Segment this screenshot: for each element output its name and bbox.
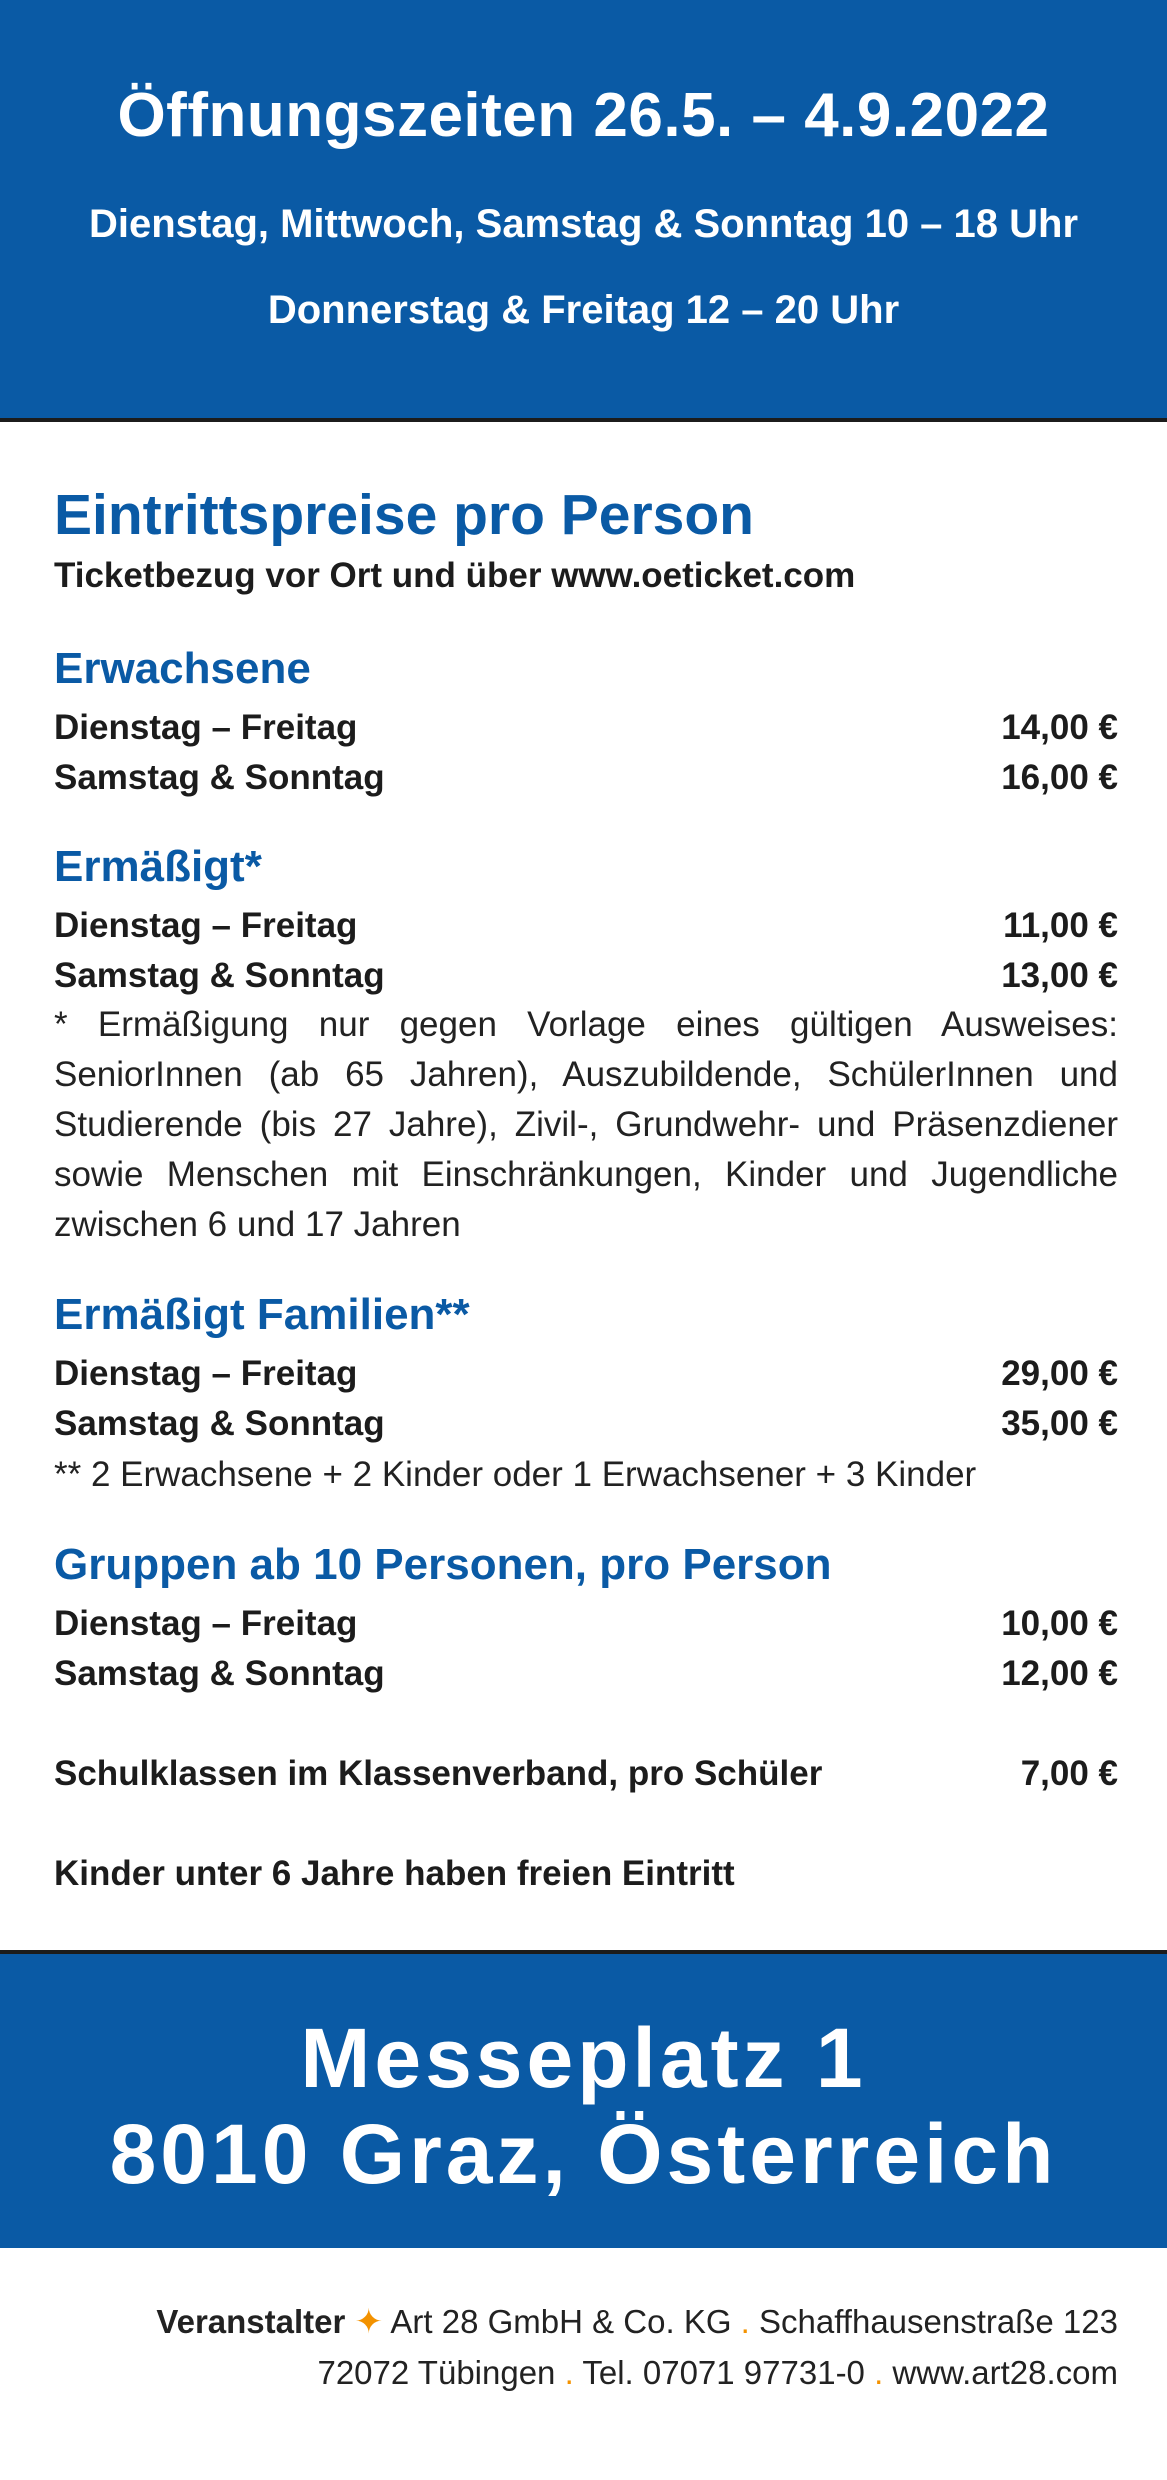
price-value: 35,00 € (1001, 1404, 1118, 1443)
families-footnote: ** 2 Erwachsene + 2 Kinder oder 1 Erwachsener + 3 Kinder (54, 1455, 977, 1494)
price-value: 29,00 € (1001, 1354, 1118, 1393)
opening-hours-banner (0, 0, 1167, 418)
opening-hours-line-weekend: Dienstag, Mittwoch, Samstag & Sonntag 10 – 18 Uhr (88, 202, 1079, 246)
separator: . (874, 2354, 884, 2391)
postal-city: 72072 Tübingen (317, 2354, 556, 2391)
price-value: 11,00 € (1003, 906, 1118, 945)
star-icon: ✦ (354, 2303, 384, 2341)
price-row (54, 1604, 1118, 1650)
price-value: 10,00 € (1001, 1604, 1118, 1643)
footer-line-1 (156, 2302, 1118, 2342)
opening-hours-line-thu-fri: Donnerstag & Freitag 12 – 20 Uhr (267, 288, 900, 332)
price-label: Dienstag – Freitag (54, 708, 358, 747)
price-row (54, 956, 1118, 1002)
separator: . (740, 2303, 750, 2340)
price-value: 16,00 € (1001, 758, 1118, 797)
divider-top (0, 418, 1167, 422)
company-name: Art 28 GmbH & Co. KG (390, 2303, 732, 2340)
free-entry-note: Kinder unter 6 Jahre haben freien Eintritt (54, 1854, 735, 1893)
families-heading: Ermäßigt Familien** (54, 1290, 470, 1339)
school-row (54, 1754, 1118, 1800)
reduced-heading: Ermäßigt* (54, 842, 262, 891)
website-link[interactable]: www.art28.com (892, 2354, 1118, 2391)
price-row (54, 1354, 1118, 1400)
price-label: Samstag & Sonntag (54, 956, 385, 995)
address-banner (0, 1954, 1167, 2248)
price-label: Samstag & Sonntag (54, 1404, 385, 1443)
price-row (54, 708, 1118, 754)
price-label: Samstag & Sonntag (54, 1654, 385, 1693)
price-value: 12,00 € (1001, 1654, 1118, 1693)
price-value: 14,00 € (1001, 708, 1118, 747)
price-value: 7,00 € (1020, 1754, 1118, 1793)
price-label: Dienstag – Freitag (54, 1354, 358, 1393)
price-label: Samstag & Sonntag (54, 758, 385, 797)
adults-heading: Erwachsene (54, 644, 311, 693)
address-city: 8010 Graz, Österreich (109, 2107, 1058, 2201)
footer-line-2 (317, 2354, 1118, 2392)
price-row (54, 1654, 1118, 1700)
separator: . (564, 2354, 574, 2391)
price-label: Dienstag – Freitag (54, 1604, 358, 1643)
price-row (54, 758, 1118, 804)
opening-hours-title: Öffnungszeiten 26.5. – 4.9.2022 (117, 81, 1050, 150)
address-street: Messeplatz 1 (300, 2011, 867, 2105)
ticket-info: Ticketbezug vor Ort und über www.oeticket.com (54, 556, 856, 595)
price-row (54, 906, 1118, 952)
groups-heading: Gruppen ab 10 Personen, pro Person (54, 1540, 832, 1589)
price-label: Schulklassen im Klassenverband, pro Schüler (54, 1754, 823, 1793)
prices-title: Eintrittspreise pro Person (54, 483, 755, 547)
price-value: 13,00 € (1001, 956, 1118, 995)
reduced-footnote: * Ermäßigung nur gegen Vorlage eines gültigen Ausweises: SeniorInnen (ab 65 Jahren), Auszubildende, SchülerInnen und Studierende (bis 27 Jahre), Zivil-, Grundwehr- und Präsenzdiener sowie Menschen mit Einschränkungen, Kinder und Jugendliche zwischen 6 und 17 Jahren (54, 1005, 1118, 1244)
price-label: Dienstag – Freitag (54, 906, 358, 945)
price-row (54, 1404, 1118, 1450)
street-address: Schaffhausenstraße 123 (759, 2303, 1118, 2340)
organizer-label: Veranstalter (156, 2303, 346, 2340)
phone-number: Tel. 07071 97731-0 (582, 2354, 865, 2391)
